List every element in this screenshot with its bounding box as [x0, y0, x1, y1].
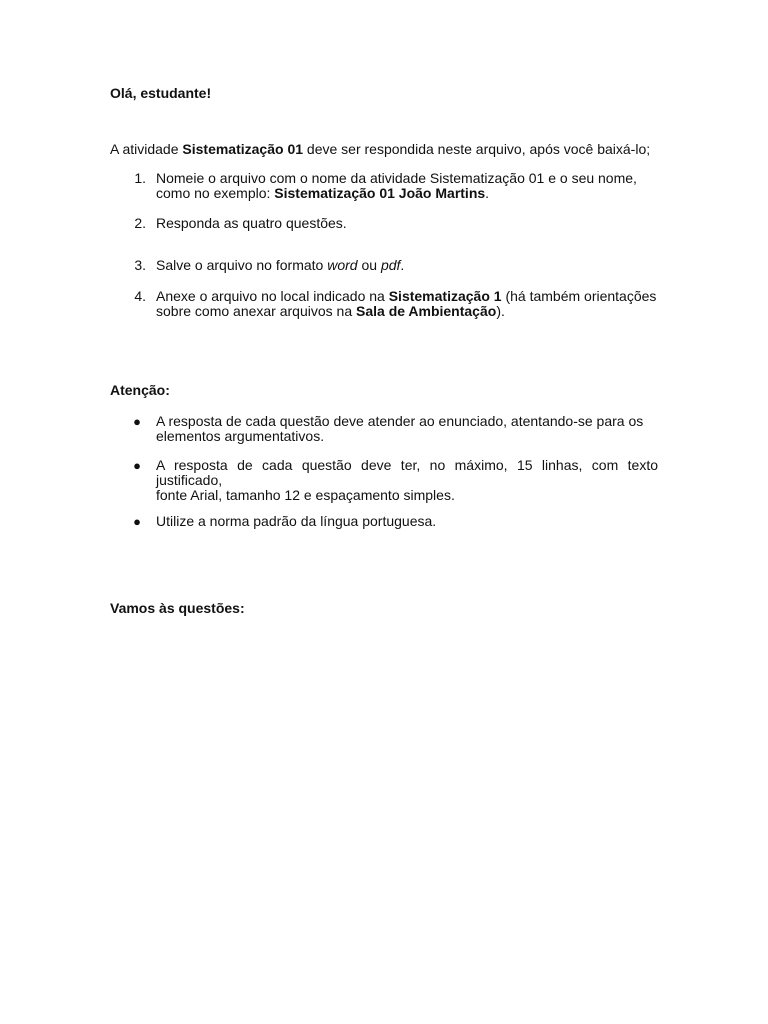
bullet-icon: ● [133, 514, 141, 529]
attention-line: A resposta de cada questão deve ter, no máximo, 15 linhas, com texto justificado, [156, 457, 658, 488]
step-number: 2. [134, 215, 146, 231]
step-line [156, 289, 658, 304]
step-text-fragment: (há também orientações [501, 288, 657, 304]
step-text-fragment: ). [496, 303, 505, 319]
step-number: 4. [134, 288, 146, 304]
attention-text: Utilize a norma padrão da língua portuguesa. [156, 513, 437, 529]
intro-text-end: deve ser respondida neste arquivo, após você baixá-lo; [303, 141, 651, 157]
room-reference: Sala de Ambientação [356, 303, 497, 319]
step-line: Nomeie o arquivo com o nome da atividade Sistematização 01 e o seu nome, [156, 170, 637, 186]
step-text: Responda as quatro questões. [156, 215, 347, 231]
step-text [156, 289, 658, 319]
step-number: 3. [134, 257, 146, 273]
attention-item-2 [110, 457, 658, 503]
step-text [156, 258, 658, 273]
bullet-icon: ● [133, 414, 141, 429]
step-text-fragment: . [485, 185, 490, 201]
intro-text: A atividade [110, 141, 183, 157]
step-item-2 [110, 216, 658, 232]
step-text-fragment: Anexe o arquivo no local indicado na [156, 288, 389, 304]
attention-item-1 [110, 414, 658, 446]
step-text-fragment: como no exemplo: [156, 185, 275, 201]
step-item-4 [110, 289, 658, 321]
step-number: 1. [134, 170, 146, 186]
attention-line: A resposta de cada questão deve atender ao enunciado, atentando-se para os [156, 413, 644, 429]
greeting: Olá, estudante! [110, 85, 212, 101]
attention-text [156, 414, 658, 444]
step-text-fragment: . [400, 257, 405, 273]
attention-line: fonte Arial, tamanho 12 e espaçamento simples. [156, 487, 455, 503]
format-word: word [327, 257, 358, 273]
step-item-1 [110, 171, 658, 203]
attention-text [156, 458, 658, 503]
activity-reference: Sistematização 1 [388, 288, 502, 304]
attention-line: elementos argumentativos. [156, 428, 325, 444]
step-item-3 [110, 258, 658, 274]
format-pdf: pdf [380, 257, 401, 273]
example-filename: Sistematização 01 João Martins [274, 185, 486, 201]
bullet-icon: ● [133, 458, 141, 473]
step-text [156, 171, 658, 201]
step-line [156, 186, 658, 201]
step-text-fragment: sobre como anexar arquivos na [156, 303, 356, 319]
activity-name: Sistematização 01 [182, 141, 304, 157]
attention-heading: Atenção: [110, 382, 170, 398]
intro-paragraph [110, 142, 650, 157]
closing-heading: Vamos às questões: [110, 600, 245, 616]
step-text-fragment: Salve o arquivo no formato [156, 257, 328, 273]
step-line [156, 304, 658, 319]
step-text-fragment: ou [357, 257, 381, 273]
attention-item-3 [110, 514, 658, 530]
